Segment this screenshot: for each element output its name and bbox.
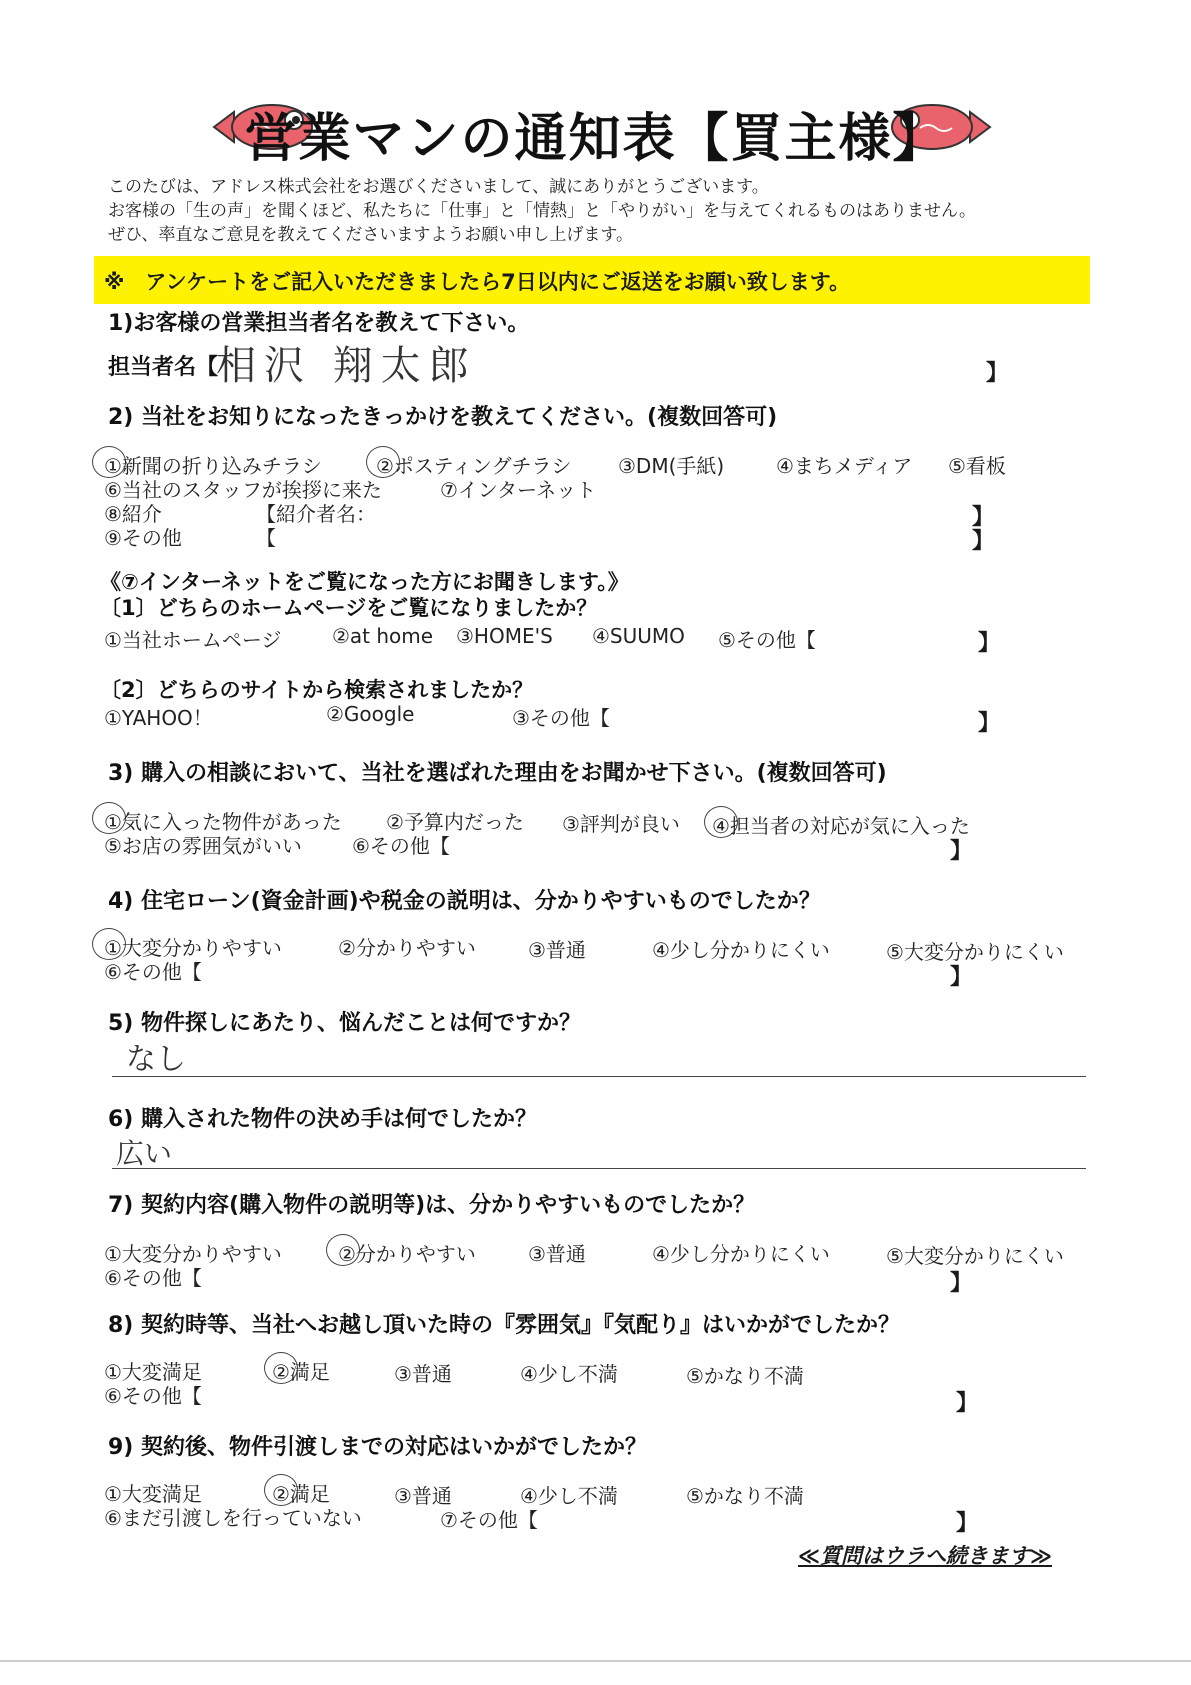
q8-question: 8) 契約時等、当社へお越し頂いた時の『雰囲気』『気配り』はいかがでしたか？ — [108, 1313, 901, 1338]
q3-question: 3) 購入の相談において、当社を選ばれた理由をお聞かせ下さい。(複数回答可) — [108, 761, 887, 786]
q1-question: 1)お客様の営業担当者名を教えて下さい。 — [108, 311, 530, 336]
internet-s1-option-5[interactable]: ⑤その他【 — [718, 628, 816, 652]
intro-line-1: このたびは、アドレス株式会社をお選びくださいまして、誠にありがとうございます。 — [108, 177, 769, 197]
q3-option-4[interactable]: ④担当者の対応が気に入った — [712, 814, 970, 838]
internet-header: 《⑦インターネットをご覧になった方にお聞きします。》 — [100, 570, 629, 594]
internet-s2-option-2[interactable]: ②Google — [326, 702, 415, 726]
q4-close: 】 — [950, 965, 973, 990]
q7-question: 7) 契約内容(購入物件の説明等)は、分かりやすいものでしたか？ — [108, 1193, 756, 1218]
q4-option-2[interactable]: ②分かりやすい — [338, 936, 476, 960]
q2-option-1[interactable]: ①新聞の折り込みチラシ — [104, 454, 322, 478]
q6-handwritten-answer: 広い — [116, 1137, 173, 1170]
q4-question: 4) 住宅ローン(資金計画)や税金の説明は、分かりやすいものでしたか？ — [108, 889, 821, 914]
internet-s1-option-3[interactable]: ③HOME'S — [456, 624, 553, 648]
q7-option-2[interactable]: ②分かりやすい — [338, 1242, 476, 1266]
notice-text: ※ アンケートをご記入いただきましたら7日以内にご返送をお願い致します。 — [104, 270, 851, 294]
q9-option-5[interactable]: ⑤かなり不満 — [686, 1484, 804, 1508]
intro-line-2: お客様の「生の声」を聞くほど、私たちに「仕事」と「情熱」と「やりがい」を与えてくれるものはありません。 — [108, 201, 977, 221]
q4-option-1[interactable]: ①大変分かりやすい — [104, 936, 282, 960]
q3-close: 】 — [950, 839, 973, 864]
q2-option-9[interactable]: ⑨その他 — [104, 526, 182, 550]
q8-option-2[interactable]: ②満足 — [272, 1360, 330, 1384]
q8-option-4[interactable]: ④少し不満 — [520, 1362, 618, 1386]
q6-question: 6) 購入された物件の決め手は何でしたか？ — [108, 1107, 538, 1132]
q2-option-5[interactable]: ⑤看板 — [948, 454, 1006, 478]
q1-close-bracket: 】 — [986, 361, 1009, 386]
q3-option-6[interactable]: ⑥その他【 — [352, 834, 450, 858]
q8-option-3[interactable]: ③普通 — [394, 1362, 452, 1386]
q7-close: 】 — [950, 1271, 973, 1296]
q2-option-8[interactable]: ⑧紹介 — [104, 502, 162, 526]
q9-option-7[interactable]: ⑦その他【 — [440, 1508, 538, 1532]
q8-option-1[interactable]: ①大変満足 — [104, 1360, 202, 1384]
q7-option-5[interactable]: ⑤大変分かりにくい — [886, 1244, 1064, 1268]
q3-option-2[interactable]: ②予算内だった — [386, 810, 524, 834]
q2-option-2[interactable]: ②ポスティングチラシ — [376, 454, 572, 478]
internet-s1-option-4[interactable]: ④SUUMO — [592, 624, 685, 648]
q5-answer-line — [112, 1076, 1086, 1077]
q4-option-4[interactable]: ④少し分かりにくい — [652, 938, 830, 962]
q3-option-3[interactable]: ③評判が良い — [562, 812, 680, 836]
q5-question: 5) 物件探しにあたり、悩んだことは何ですか？ — [108, 1011, 582, 1036]
q7-option-6[interactable]: ⑥その他【 — [104, 1266, 202, 1290]
q2-other-close: 】 — [972, 529, 995, 554]
q3-option-1[interactable]: ①気に入った物件があった — [104, 810, 342, 834]
continue-note: ≪質問はウラへ続きます≫ — [798, 1544, 1052, 1568]
q9-option-1[interactable]: ①大変満足 — [104, 1482, 202, 1506]
q2-other-open: 【 — [256, 526, 276, 550]
internet-s2-question: 〔2〕どちらのサイトから検索されましたか？ — [100, 678, 534, 702]
scan-edge-line — [0, 1660, 1191, 1662]
q7-option-1[interactable]: ①大変分かりやすい — [104, 1242, 282, 1266]
internet-s2-close: 】 — [978, 711, 1001, 736]
q1-label: 担当者名【 — [108, 355, 219, 380]
q7-option-4[interactable]: ④少し分かりにくい — [652, 1242, 830, 1266]
internet-s2-option-1[interactable]: ①YAHOO！ — [104, 706, 213, 730]
q4-option-6[interactable]: ⑥その他【 — [104, 960, 202, 984]
internet-s2-option-3[interactable]: ③その他【 — [512, 706, 610, 730]
internet-s1-option-1[interactable]: ①当社ホームページ — [104, 628, 282, 652]
page-title: 営業マンの通知表【買主様】 — [244, 109, 947, 169]
q9-option-6[interactable]: ⑥まだ引渡しを行っていない — [104, 1506, 362, 1530]
q2-referrer-label: 【紹介者名： — [256, 502, 376, 526]
q2-option-7[interactable]: ⑦インターネット — [440, 478, 597, 502]
q4-option-3[interactable]: ③普通 — [528, 938, 586, 962]
q9-question: 9) 契約後、物件引渡しまでの対応はいかがでしたか？ — [108, 1435, 648, 1460]
q9-close: 】 — [956, 1511, 979, 1536]
q9-option-3[interactable]: ③普通 — [394, 1484, 452, 1508]
internet-s1-question: 〔1〕どちらのホームページをご覧になりましたか？ — [100, 596, 598, 620]
q8-option-6[interactable]: ⑥その他【 — [104, 1384, 202, 1408]
q9-option-4[interactable]: ④少し不満 — [520, 1484, 618, 1508]
q1-handwritten-answer: 相沢 翔太郎 — [216, 343, 477, 389]
q2-referrer-close: 】 — [972, 505, 995, 530]
q7-option-3[interactable]: ③普通 — [528, 1242, 586, 1266]
q2-question: 2) 当社をお知りになったきっかけを教えてください。(複数回答可) — [108, 405, 778, 430]
q3-option-5[interactable]: ⑤お店の雰囲気がいい — [104, 834, 302, 858]
intro-line-3: ぜひ、率直なご意見を教えてくださいますようお願い申し上げます。 — [108, 225, 633, 245]
internet-s1-option-2[interactable]: ②at home — [332, 624, 434, 648]
q9-option-2[interactable]: ②満足 — [272, 1482, 330, 1506]
q6-answer-line — [112, 1168, 1086, 1169]
notice-banner — [94, 256, 1090, 304]
q5-handwritten-answer: なし — [126, 1042, 186, 1077]
q8-option-5[interactable]: ⑤かなり不満 — [686, 1364, 804, 1388]
q2-option-3[interactable]: ③DM(手紙) — [618, 454, 725, 478]
q8-close: 】 — [956, 1391, 979, 1416]
q2-option-4[interactable]: ④まちメディア — [776, 454, 913, 478]
q4-option-5[interactable]: ⑤大変分かりにくい — [886, 940, 1064, 964]
internet-s1-close: 】 — [978, 631, 1001, 656]
q2-option-6[interactable]: ⑥当社のスタッフが挨拶に来た — [104, 478, 382, 502]
